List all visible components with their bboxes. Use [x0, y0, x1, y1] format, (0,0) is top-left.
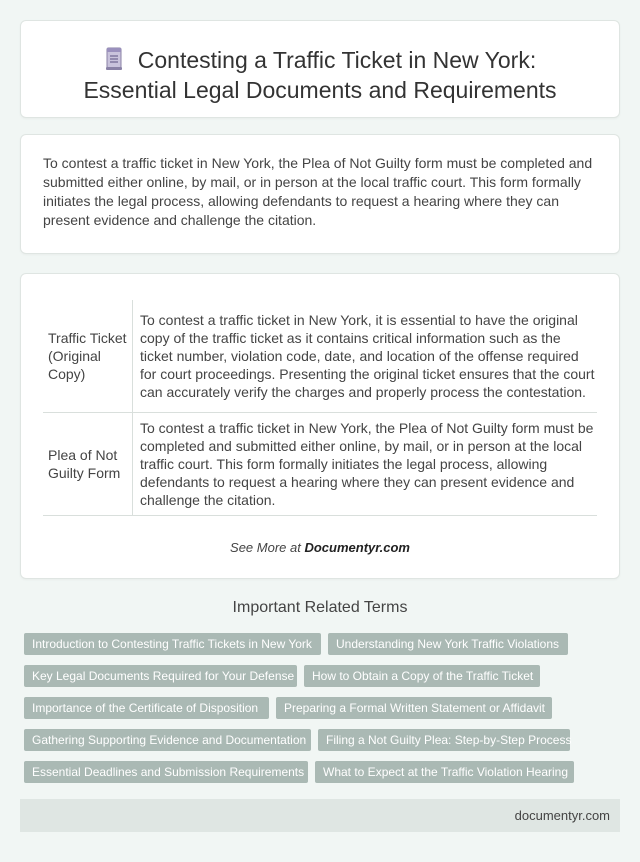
intro-card: [20, 134, 620, 254]
document-name: Plea of Not Guilty Form: [43, 413, 133, 516]
intro-text: To contest a traffic ticket in New York, the Plea of Not Guilty form must be completed and submitted either online, by mail, or in person at the local traffic court. This form formally initiates the legal process, allowing defendants to request a hearing where they can present evidence and challenge the citation.: [43, 155, 593, 228]
title-line-2: Essential Legal Documents and Requirements: [83, 77, 557, 103]
related-tag[interactable]: Importance of the Certificate of Disposition: [24, 697, 269, 719]
document-name: Traffic Ticket (Original Copy): [43, 300, 133, 413]
table-row: [43, 413, 597, 516]
related-terms-title: Important Related Terms: [232, 599, 408, 616]
related-tag[interactable]: Introduction to Contesting Traffic Tickets in New York: [24, 633, 321, 655]
related-tag[interactable]: What to Expect at the Traffic Violation Hearing: [315, 761, 574, 783]
related-tag[interactable]: Preparing a Formal Written Statement or Affidavit: [276, 697, 552, 719]
related-tag[interactable]: Key Legal Documents Required for Your Defense: [24, 665, 297, 687]
see-more-link[interactable]: [21, 540, 619, 555]
document-description: To contest a traffic ticket in New York, the Plea of Not Guilty form must be completed and submitted either online, by mail, or in person at the local traffic court. This form formally initiates the legal process, allowing defendants to request a hearing where they can present evidence and challenge the citation.: [133, 413, 598, 516]
related-tag[interactable]: Filing a Not Guilty Plea: Step-by-Step Process: [318, 729, 570, 751]
title-line-1: Contesting a Traffic Ticket in New York:: [137, 47, 537, 73]
documents-card: [20, 273, 620, 579]
related-tag[interactable]: Gathering Supporting Evidence and Documentation: [24, 729, 311, 751]
footer: [20, 799, 620, 832]
document-icon: [104, 47, 124, 71]
table-row: [43, 300, 597, 413]
footer-site[interactable]: documentyr.com: [514, 808, 610, 823]
related-tag[interactable]: How to Obtain a Copy of the Traffic Ticket: [304, 665, 540, 687]
see-more-prefix: See More at: [230, 540, 305, 555]
see-more-site[interactable]: Documentyr.com: [304, 540, 410, 555]
document-description: To contest a traffic ticket in New York, it is essential to have the original copy of the traffic ticket as it contains critical information such as the ticket number, violation code, date, and location of the offense required for court proceedings. Presenting the original ticket ensures that the court can accurately verify the charges and properly process the contestation.: [133, 300, 598, 413]
documents-table: [43, 300, 597, 516]
title-card: [20, 20, 620, 118]
related-tag[interactable]: Understanding New York Traffic Violations: [328, 633, 568, 655]
page-title: [21, 21, 619, 105]
related-tag[interactable]: Essential Deadlines and Submission Requirements: [24, 761, 308, 783]
